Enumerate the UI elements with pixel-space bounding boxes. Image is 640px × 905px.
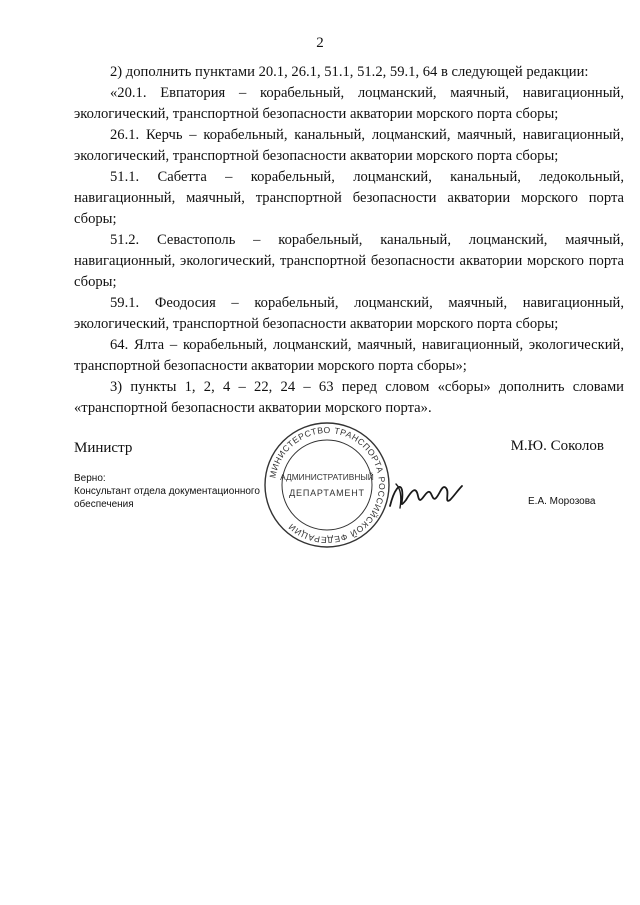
certification-verified: Верно: [74, 473, 106, 484]
paragraph-item-51-1: 51.1. Сабетта – корабельный, лоцманский, канальный, ледокольный, навигационный, маячный, транспортной безопасности акватории морского порта сборы; [74, 169, 624, 227]
seal-line2: ДЕПАРТАМЕНТ [289, 488, 365, 498]
paragraph-item-59-1: 59.1. Феодосия – корабельный, лоцманский, маячный, навигационный, экологический, транспортной безопасности акватории морского порта сборы; [74, 295, 624, 332]
official-seal [262, 420, 392, 550]
paragraph-item-64: 64. Ялта – корабельный, лоцманский, маячный, навигационный, экологический, транспортной безопасности акватории морского порта сборы»; [74, 337, 624, 374]
paragraph-item-26-1: 26.1. Керчь – корабельный, канальный, лоцманский, маячный, навигационный, экологический, транспортной безопасности акватории морского порта сборы; [74, 127, 624, 164]
document-body [74, 62, 624, 419]
signatory-position: Министр [74, 440, 133, 456]
seal-line1: АДМИНИСТРАТИВНЫЙ [280, 472, 374, 482]
paragraph-point-3: 3) пункты 1, 2, 4 – 22, 24 – 63 перед словом «сборы» дополнить словами «транспортной безопасности акватории морского порта». [74, 379, 624, 416]
paragraph-item-51-2: 51.2. Севастополь – корабельный, канальный, лоцманский, маячный, навигационный, экологический, транспортной безопасности акватории морского порта сборы; [74, 232, 624, 290]
page-number: 2 [316, 35, 324, 51]
certification-block [74, 472, 274, 511]
signatory-name: М.Ю. Соколов [510, 438, 604, 454]
seal-outer-text: МИНИСТЕРСТВО ТРАНСПОРТА РОССИЙСКОЙ ФЕДЕРАЦИИ [267, 424, 388, 546]
certifier-name: Е.А. Морозова [528, 496, 596, 507]
handwritten-signature [386, 476, 466, 516]
paragraph-intro: 2) дополнить пунктами 20.1, 26.1, 51.1, 51.2, 59.1, 64 в следующей редакции: [110, 64, 589, 80]
paragraph-item-20-1: «20.1. Евпатория – корабельный, лоцманский, маячный, навигационный, экологический, транспортной безопасности акватории морского порта сборы; [74, 85, 624, 122]
certification-title-line2: обеспечения [74, 499, 134, 510]
certification-title-line1: Консультант отдела документационного [74, 486, 260, 497]
